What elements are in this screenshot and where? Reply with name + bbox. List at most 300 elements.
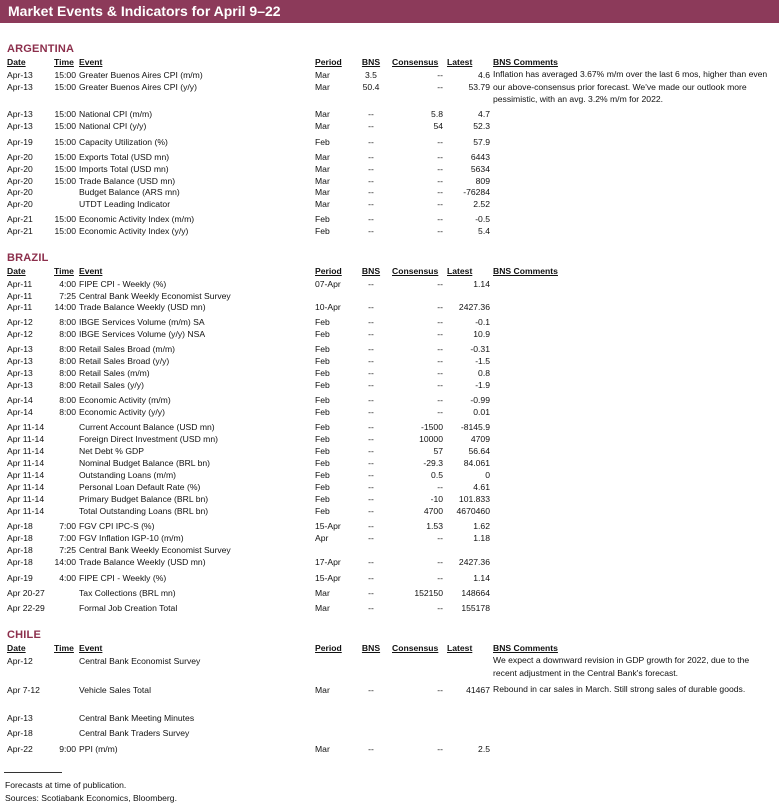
cell-latest: 41467 xyxy=(466,685,490,695)
cell-cons: -- xyxy=(437,214,443,224)
cell-bns: -- xyxy=(368,368,374,378)
cell-cons: 0.5 xyxy=(431,470,443,480)
cell-event: Formal Job Creation Total xyxy=(79,603,178,613)
cell-time: 8:00 xyxy=(59,344,76,354)
cell-time: 4:00 xyxy=(59,279,76,289)
cell-cons: -- xyxy=(437,744,443,754)
cell-date: Apr-13 xyxy=(7,368,33,378)
cell-latest: -1.9 xyxy=(475,380,490,390)
cell-date: Apr 11-14 xyxy=(7,494,45,504)
cell-period: Feb xyxy=(315,407,330,417)
cell-cons: -- xyxy=(437,395,443,405)
cell-latest: -76284 xyxy=(463,187,490,197)
cell-cons: -- xyxy=(437,164,443,174)
cell-date: Apr 11-14 xyxy=(7,446,45,456)
cell-cons: -- xyxy=(437,685,443,695)
header-time: Time xyxy=(54,57,74,67)
cell-latest: 4.61 xyxy=(473,482,490,492)
cell-date: Apr-13 xyxy=(7,356,33,366)
cell-latest: 53.79 xyxy=(468,82,490,92)
cell-period: Mar xyxy=(315,685,330,695)
cell-period: Feb xyxy=(315,329,330,339)
header-consensus: Consensus xyxy=(392,57,439,67)
cell-latest: 4.6 xyxy=(478,70,490,80)
cell-event: FGV CPI IPC-S (%) xyxy=(79,521,155,531)
cell-latest: -0.31 xyxy=(470,344,490,354)
cell-cons: -- xyxy=(437,329,443,339)
brazil-section-title: BRAZIL xyxy=(7,252,49,264)
cell-time: 9:00 xyxy=(59,744,76,754)
cell-cons: -- xyxy=(437,187,443,197)
cell-event: FIPE CPI - Weekly (%) xyxy=(79,279,167,289)
cell-latest: 2.5 xyxy=(478,744,490,754)
cell-latest: 4.7 xyxy=(478,109,490,119)
cell-period: Feb xyxy=(315,446,330,456)
cell-date: Apr 11-14 xyxy=(7,434,45,444)
cell-event: Economic Activity Index (y/y) xyxy=(79,226,189,236)
cell-period: Mar xyxy=(315,603,330,613)
cell-date: Apr-13 xyxy=(7,344,33,354)
header-time: Time xyxy=(54,643,74,653)
cell-event: Foreign Direct Investment (USD mn) xyxy=(79,434,218,444)
argentina-header-row xyxy=(0,56,779,68)
cell-bns: -- xyxy=(368,557,374,567)
cell-bns: -- xyxy=(368,470,374,480)
cell-period: Feb xyxy=(315,422,330,432)
cell-latest: 6443 xyxy=(470,152,490,162)
cell-latest: 57.9 xyxy=(473,137,490,147)
table-row xyxy=(0,151,779,163)
table-row xyxy=(0,120,779,132)
table-row xyxy=(0,587,779,599)
cell-time: 7:00 xyxy=(59,521,76,531)
table-row xyxy=(0,186,779,198)
cell-event: Retail Sales Broad (y/y) xyxy=(79,356,170,366)
cell-date: Apr 11-14 xyxy=(7,458,45,468)
cell-date: Apr-19 xyxy=(7,573,33,583)
cell-period: Mar xyxy=(315,176,330,186)
cell-event: Trade Balance (USD mn) xyxy=(79,176,176,186)
cell-bns: -- xyxy=(368,458,374,468)
cell-time: 8:00 xyxy=(59,407,76,417)
table-row xyxy=(0,433,779,445)
table-row xyxy=(0,379,779,391)
cell-time: 8:00 xyxy=(59,380,76,390)
cell-cons: -- xyxy=(437,603,443,613)
cell-latest: 1.62 xyxy=(473,521,490,531)
chile-survey-comment: We expect a downward revision in GDP growth for 2022, due to the recent adjustment in the Central Bank's forecast. xyxy=(493,655,750,678)
cell-latest: 1.14 xyxy=(473,279,490,289)
cell-cons: -1500 xyxy=(421,422,443,432)
cell-bns: 3.5 xyxy=(365,70,377,80)
cell-bns: -- xyxy=(368,199,374,209)
cell-event: Greater Buenos Aires CPI (m/m) xyxy=(79,70,203,80)
cell-bns: 50.4 xyxy=(362,82,380,92)
cell-period: Feb xyxy=(315,356,330,366)
footnote-rule xyxy=(4,772,62,773)
cell-latest: 2427.36 xyxy=(458,557,490,567)
cell-period: Feb xyxy=(315,368,330,378)
cell-period: Mar xyxy=(315,152,330,162)
table-row xyxy=(0,278,779,290)
cell-time: 4:00 xyxy=(59,573,76,583)
cell-cons: -- xyxy=(437,226,443,236)
cell-event: Total Outstanding Loans (BRL bn) xyxy=(79,506,209,516)
cell-date: Apr-13 xyxy=(7,109,33,119)
cell-latest: -0.99 xyxy=(470,395,490,405)
table-row xyxy=(0,743,779,755)
cell-period: Feb xyxy=(315,458,330,468)
argentina-comment: Inflation has averaged 3.67% m/m over the last 6 mos, higher than even our above-consensus prior forecast. We've made our outlook more pessimistic, with an avg. 3.2% m/m for 2022. xyxy=(493,69,768,104)
table-row xyxy=(0,544,779,556)
header-period: Period xyxy=(315,57,342,67)
table-row xyxy=(0,316,779,328)
cell-event: Central Bank Meeting Minutes xyxy=(79,713,195,723)
cell-date: Apr-18 xyxy=(7,557,33,567)
cell-event: Central Bank Weekly Economist Survey xyxy=(79,545,231,555)
cell-cons: 152150 xyxy=(414,588,443,598)
cell-latest: 5634 xyxy=(470,164,490,174)
cell-period: Feb xyxy=(315,470,330,480)
cell-cons: 54 xyxy=(433,121,443,131)
cell-time: 15:00 xyxy=(54,137,76,147)
cell-cons: -- xyxy=(437,407,443,417)
cell-latest: 52.3 xyxy=(473,121,490,131)
cell-period: Feb xyxy=(315,344,330,354)
header-period: Period xyxy=(315,643,342,653)
cell-cons: -- xyxy=(437,199,443,209)
cell-period: Mar xyxy=(315,82,330,92)
cell-date: Apr-14 xyxy=(7,395,33,405)
table-row xyxy=(0,328,779,340)
cell-latest: 1.14 xyxy=(473,573,490,583)
cell-period: Feb xyxy=(315,395,330,405)
cell-cons: 1.53 xyxy=(426,521,443,531)
cell-bns: -- xyxy=(368,506,374,516)
header-consensus: Consensus xyxy=(392,266,439,276)
cell-cons: -- xyxy=(437,557,443,567)
header-date: Date xyxy=(7,57,26,67)
cell-cons: -10 xyxy=(430,494,443,504)
cell-time: 14:00 xyxy=(54,557,76,567)
cell-period: 10-Apr xyxy=(315,302,341,312)
cell-period: 15-Apr xyxy=(315,573,341,583)
table-row xyxy=(0,421,779,433)
cell-latest: 4709 xyxy=(470,434,490,444)
cell-bns: -- xyxy=(368,356,374,366)
table-row xyxy=(0,406,779,418)
cell-date: Apr-20 xyxy=(7,152,33,162)
cell-cons: -- xyxy=(437,368,443,378)
chile-section-title: CHILE xyxy=(7,629,41,641)
table-row xyxy=(0,602,779,614)
cell-bns: -- xyxy=(368,685,374,695)
cell-latest: 0 xyxy=(485,470,490,480)
cell-time: 15:00 xyxy=(54,82,76,92)
cell-date: Apr-20 xyxy=(7,176,33,186)
cell-date: Apr-18 xyxy=(7,728,33,738)
cell-period: Feb xyxy=(315,317,330,327)
cell-date: Apr-13 xyxy=(7,713,33,723)
cell-event: Vehicle Sales Total xyxy=(79,685,151,695)
cell-cons: -- xyxy=(437,302,443,312)
cell-period: Mar xyxy=(315,187,330,197)
cell-event: Economic Activity Index (m/m) xyxy=(79,214,195,224)
cell-bns: -- xyxy=(368,137,374,147)
cell-event: UTDT Leading Indicator xyxy=(79,199,171,209)
cell-latest: 0.01 xyxy=(473,407,490,417)
cell-bns: -- xyxy=(368,380,374,390)
cell-date: Apr-11 xyxy=(7,291,33,301)
table-row xyxy=(0,469,779,481)
table-row xyxy=(0,520,779,532)
cell-event: Trade Balance Weekly (USD mn) xyxy=(79,557,206,567)
cell-event: Tax Collections (BRL mn) xyxy=(79,588,176,598)
cell-bns: -- xyxy=(368,521,374,531)
cell-event: Economic Activity (m/m) xyxy=(79,395,171,405)
header-latest: Latest xyxy=(447,266,473,276)
cell-period: Mar xyxy=(315,588,330,598)
cell-event: Personal Loan Default Rate (%) xyxy=(79,482,201,492)
cell-bns: -- xyxy=(368,422,374,432)
cell-bns: -- xyxy=(368,482,374,492)
cell-date: Apr 22-29 xyxy=(7,603,45,613)
cell-event: Exports Total (USD mn) xyxy=(79,152,170,162)
cell-time: 8:00 xyxy=(59,317,76,327)
cell-latest: 148664 xyxy=(461,588,490,598)
cell-event: Central Bank Economist Survey xyxy=(79,656,201,666)
cell-latest: -1.5 xyxy=(475,356,490,366)
cell-event: Central Bank Traders Survey xyxy=(79,728,190,738)
cell-cons: -- xyxy=(437,573,443,583)
cell-cons: -- xyxy=(437,533,443,543)
cell-cons: 4700 xyxy=(423,506,443,516)
table-row xyxy=(0,355,779,367)
cell-date: Apr-13 xyxy=(7,82,33,92)
cell-bns: -- xyxy=(368,573,374,583)
cell-event: National CPI (y/y) xyxy=(79,121,147,131)
header-event: Event xyxy=(79,266,103,276)
header-comments: BNS Comments xyxy=(493,643,558,653)
cell-cons: -- xyxy=(437,380,443,390)
cell-cons: -- xyxy=(437,70,443,80)
brazil-header-row xyxy=(0,265,779,277)
cell-date: Apr-12 xyxy=(7,329,33,339)
cell-period: 15-Apr xyxy=(315,521,341,531)
cell-period: 07-Apr xyxy=(315,279,341,289)
cell-latest: -0.5 xyxy=(475,214,490,224)
cell-event: Retail Sales (y/y) xyxy=(79,380,144,390)
header-bns: BNS xyxy=(361,643,381,653)
cell-event: Primary Budget Balance (BRL bn) xyxy=(79,494,209,504)
cell-period: 17-Apr xyxy=(315,557,341,567)
table-row xyxy=(0,727,779,739)
cell-time: 7:25 xyxy=(59,291,76,301)
cell-date: Apr-21 xyxy=(7,226,33,236)
cell-bns: -- xyxy=(368,317,374,327)
cell-event: PPI (m/m) xyxy=(79,744,118,754)
cell-time: 14:00 xyxy=(54,302,76,312)
table-row xyxy=(0,301,779,313)
cell-event: FGV Inflation IGP-10 (m/m) xyxy=(79,533,184,543)
table-row xyxy=(0,493,779,505)
table-row xyxy=(0,367,779,379)
header-date: Date xyxy=(7,643,26,653)
cell-cons: 5.8 xyxy=(431,109,443,119)
cell-cons: -- xyxy=(437,279,443,289)
cell-latest: 1.18 xyxy=(473,533,490,543)
cell-period: Mar xyxy=(315,121,330,131)
cell-period: Mar xyxy=(315,109,330,119)
table-row xyxy=(0,108,779,120)
cell-period: Mar xyxy=(315,744,330,754)
cell-cons: -- xyxy=(437,356,443,366)
header-date: Date xyxy=(7,266,26,276)
cell-date: Apr-21 xyxy=(7,214,33,224)
header-comments: BNS Comments xyxy=(493,57,558,67)
table-row xyxy=(0,163,779,175)
cell-event: Central Bank Weekly Economist Survey xyxy=(79,291,231,301)
cell-cons: -- xyxy=(437,82,443,92)
cell-latest: -8145.9 xyxy=(460,422,490,432)
table-row xyxy=(0,445,779,457)
table-row xyxy=(0,532,779,544)
cell-time: 15:00 xyxy=(54,152,76,162)
cell-latest: 56.64 xyxy=(468,446,490,456)
cell-time: 15:00 xyxy=(54,109,76,119)
cell-date: Apr 11-14 xyxy=(7,506,45,516)
cell-latest: 101.833 xyxy=(458,494,490,504)
table-row xyxy=(0,343,779,355)
cell-time: 8:00 xyxy=(59,368,76,378)
header-bns: BNS xyxy=(361,57,381,67)
cell-period: Feb xyxy=(315,434,330,444)
cell-bns: -- xyxy=(368,226,374,236)
header-latest: Latest xyxy=(447,57,473,67)
table-row xyxy=(0,225,779,237)
cell-date: Apr-12 xyxy=(7,656,33,666)
cell-event: Capacity Utilization (%) xyxy=(79,137,168,147)
cell-bns: -- xyxy=(368,279,374,289)
cell-bns: -- xyxy=(368,588,374,598)
cell-time: 15:00 xyxy=(54,121,76,131)
cell-event: National CPI (m/m) xyxy=(79,109,153,119)
cell-bns: -- xyxy=(368,407,374,417)
cell-period: Feb xyxy=(315,494,330,504)
cell-cons: 10000 xyxy=(419,434,443,444)
table-row xyxy=(0,481,779,493)
header-latest: Latest xyxy=(447,643,473,653)
cell-date: Apr-13 xyxy=(7,121,33,131)
cell-date: Apr-13 xyxy=(7,70,33,80)
cell-latest: 4670460 xyxy=(456,506,490,516)
cell-date: Apr-18 xyxy=(7,521,33,531)
cell-latest: -0.1 xyxy=(475,317,490,327)
cell-latest: 84.061 xyxy=(463,458,490,468)
cell-bns: -- xyxy=(368,533,374,543)
cell-cons: 57 xyxy=(433,446,443,456)
cell-time: 7:25 xyxy=(59,545,76,555)
cell-bns: -- xyxy=(368,744,374,754)
cell-period: Feb xyxy=(315,506,330,516)
header-time: Time xyxy=(54,266,74,276)
cell-cons: -- xyxy=(437,176,443,186)
header-period: Period xyxy=(315,266,342,276)
table-row xyxy=(0,712,779,724)
cell-event: Economic Activity (y/y) xyxy=(79,407,165,417)
cell-cons: -- xyxy=(437,137,443,147)
cell-period: Mar xyxy=(315,199,330,209)
cell-event: Nominal Budget Balance (BRL bn) xyxy=(79,458,211,468)
cell-bns: -- xyxy=(368,176,374,186)
cell-latest: 0.8 xyxy=(478,368,490,378)
cell-date: Apr 20-27 xyxy=(7,588,45,598)
header-bns: BNS xyxy=(361,266,381,276)
cell-bns: -- xyxy=(368,214,374,224)
cell-bns: -- xyxy=(368,109,374,119)
cell-date: Apr-20 xyxy=(7,199,33,209)
cell-bns: -- xyxy=(368,603,374,613)
cell-time: 8:00 xyxy=(59,395,76,405)
cell-date: Apr-20 xyxy=(7,187,33,197)
cell-event: Greater Buenos Aires CPI (y/y) xyxy=(79,82,197,92)
cell-time: 15:00 xyxy=(54,176,76,186)
cell-time: 15:00 xyxy=(54,70,76,80)
cell-latest: 809 xyxy=(475,176,490,186)
cell-date: Apr 7-12 xyxy=(7,685,40,695)
header-event: Event xyxy=(79,57,103,67)
cell-bns: -- xyxy=(368,344,374,354)
table-row xyxy=(0,556,779,568)
footnote-forecasts: Forecasts at time of publication. xyxy=(5,780,127,790)
cell-period: Feb xyxy=(315,137,330,147)
cell-period: Feb xyxy=(315,380,330,390)
cell-date: Apr-22 xyxy=(7,744,33,754)
cell-period: Feb xyxy=(315,214,330,224)
cell-latest: 2.52 xyxy=(473,199,490,209)
cell-event: Outstanding Loans (m/m) xyxy=(79,470,176,480)
cell-period: Mar xyxy=(315,70,330,80)
cell-date: Apr-18 xyxy=(7,533,33,543)
cell-cons: -- xyxy=(437,482,443,492)
cell-time: 15:00 xyxy=(54,226,76,236)
cell-time: 15:00 xyxy=(54,214,76,224)
argentina-section-title: ARGENTINA xyxy=(7,43,75,55)
cell-latest: 5.4 xyxy=(478,226,490,236)
cell-event: Imports Total (USD mn) xyxy=(79,164,169,174)
cell-event: Current Account Balance (USD mn) xyxy=(79,422,215,432)
cell-bns: -- xyxy=(368,434,374,444)
header-consensus: Consensus xyxy=(392,643,439,653)
cell-bns: -- xyxy=(368,446,374,456)
cell-cons: -29.3 xyxy=(423,458,443,468)
chile-vehicle-comment: Rebound in car sales in March. Still strong sales of durable goods. xyxy=(493,684,746,694)
table-row xyxy=(0,457,779,469)
cell-bns: -- xyxy=(368,395,374,405)
table-row xyxy=(0,505,779,517)
cell-event: Retail Sales Broad (m/m) xyxy=(79,344,175,354)
chile-header-row xyxy=(0,642,779,654)
footnote-sources: Sources: Scotiabank Economics, Bloomberg. xyxy=(5,793,177,803)
cell-period: Mar xyxy=(315,164,330,174)
header-comments: BNS Comments xyxy=(493,266,558,276)
cell-event: IBGE Services Volume (y/y) NSA xyxy=(79,329,206,339)
cell-latest: 10.9 xyxy=(473,329,490,339)
cell-bns: -- xyxy=(368,121,374,131)
cell-event: Retail Sales (m/m) xyxy=(79,368,150,378)
cell-date: Apr-13 xyxy=(7,380,33,390)
cell-date: Apr-12 xyxy=(7,317,33,327)
